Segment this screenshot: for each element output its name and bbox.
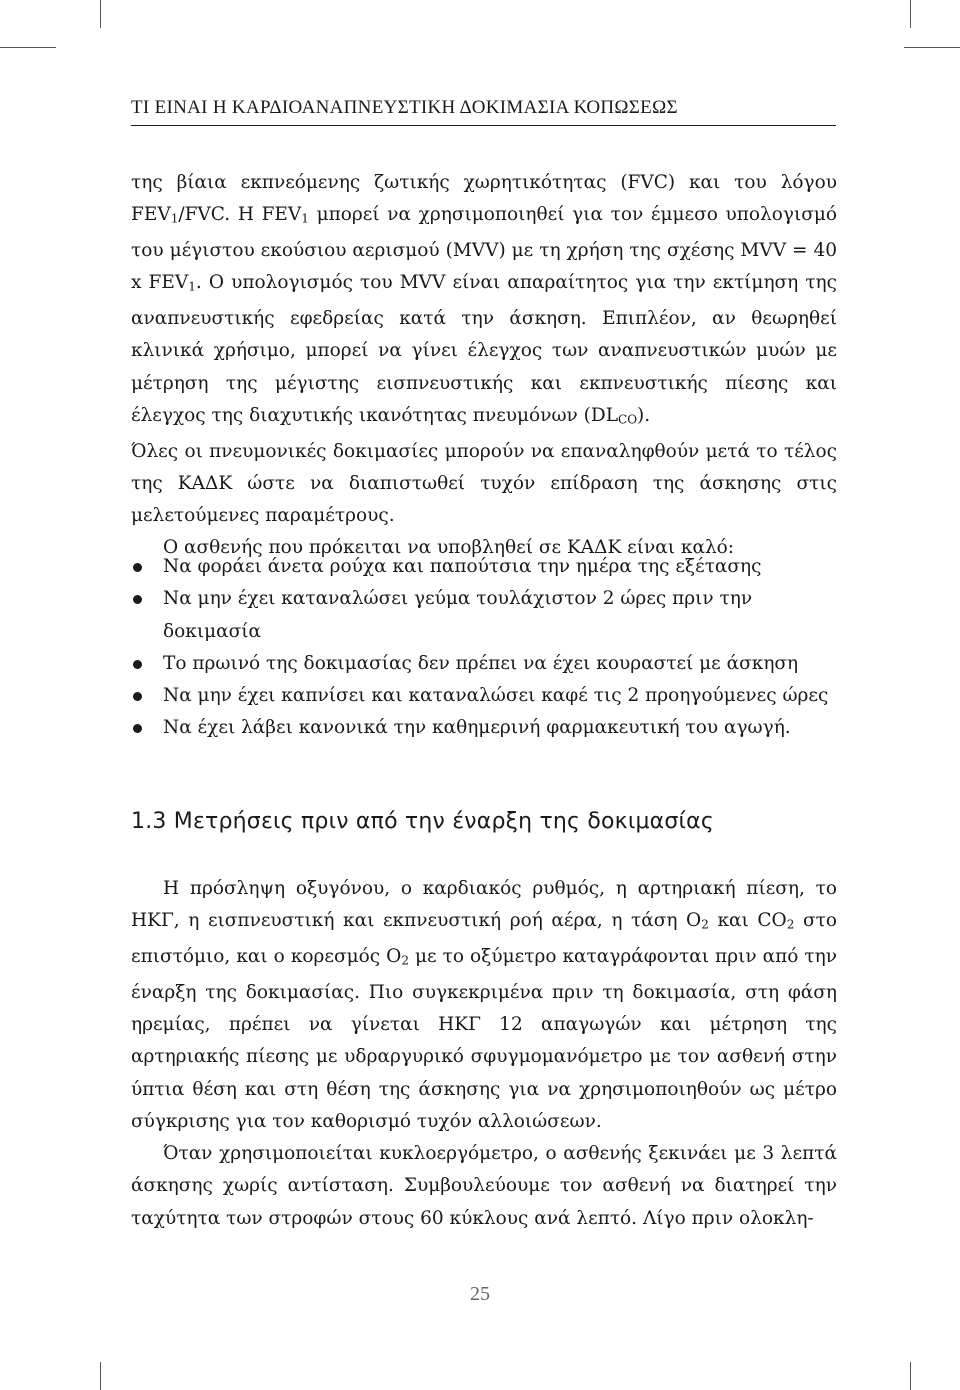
- section-heading: 1.3 Μετρήσεις πριν από την έναρξη της δοκιμασίας: [131, 809, 714, 834]
- body-text-top: [131, 167, 837, 565]
- prep-bullet-list: [131, 551, 837, 745]
- bullet-icon: [133, 724, 142, 733]
- list-item: Το πρωινό της δοκιμασίας δεν πρέπει να έχει κουραστεί με άσκηση: [131, 648, 837, 680]
- crop-mark-top-right-horizontal: [904, 47, 960, 48]
- bullet-icon: [133, 660, 142, 669]
- list-item: Να μην έχει καπνίσει και καταναλώσει καφέ τις 2 προηγούμενες ώρες: [131, 680, 837, 712]
- crop-mark-bottom-right-vertical: [910, 1362, 911, 1390]
- page-number: 25: [470, 1283, 490, 1305]
- bullet-icon: [133, 563, 142, 572]
- header-rule: [131, 125, 836, 126]
- running-header: ΤΙ ΕΙΝΑΙ Η ΚΑΡΔΙΟΑΝΑΠΝΕΥΣΤΙΚΗ ΔΟΚΙΜΑΣΙΑ ΚΟΠΩΣΕΩΣ: [131, 97, 678, 118]
- crop-mark-top-left-vertical: [100, 0, 101, 28]
- paragraph-patient-prep-intro: Ο ασθενής που πρόκειται να υποβληθεί σε ΚΑΔΚ είναι καλό:: [163, 537, 735, 559]
- crop-mark-top-left-horizontal: [0, 47, 56, 48]
- section-body: [131, 873, 837, 1235]
- paragraph-baseline-measurements: Η πρόσληψη οξυγόνου, ο καρδιακός ρυθμός, η αρτηριακή πίεση, το ΗΚΓ, η εισπνευστική και εκπνευστική ροή αέρα, η τάση $O_2$ και $CO_2$ στο επιστόμιο, και ο κορεσμός $O_2$ με το οξύμετρο καταγράφονται πριν από την έναρξη της δοκιμασίας. Πιο συγκεκριμένα πριν τη δοκιμασία, στη φάση ηρεμίας, πρέπει να γίνεται ΗΚΓ 12 απαγωγών και μέτρηση της αρτηριακής πίεσης με υδραργυρικό σφυγμομανόμετρο με τον ασθενή στην ύπτια θέση και στη θέση της άσκησης για να χρησιμοποιηθούν ως μέτρο σύγκρισης για τον καθορισμό τυχόν αλλοιώσεων.: [131, 878, 837, 1132]
- crop-mark-bottom-left-vertical: [100, 1362, 101, 1390]
- paragraph-repeat-tests: Όλες οι πνευμονικές δοκιμασίες μπορούν να επαναληφθούν μετά το τέλος της ΚΑΔΚ ώστε να διαπιστωθεί τυχόν επίδραση της άσκησης στις μελετούμενες παραμέτρους.: [131, 440, 837, 527]
- list-item: Να φοράει άνετα ρούχα και παπούτσια την ημέρα της εξέτασης: [131, 551, 837, 583]
- list-item: Να μην έχει καταναλώσει γεύμα τουλάχιστον 2 ώρες πριν την δοκιμασία: [131, 583, 837, 648]
- bullet-icon: [133, 692, 142, 701]
- list-item: Να έχει λάβει κανονικά την καθημερινή φαρμακευτική του αγωγή.: [131, 712, 837, 744]
- bullet-icon: [133, 595, 142, 604]
- paragraph-spirometry: της βίαια εκπνεόμενης ζωτικής χωρητικότητας (FVC) και του λόγου $FEV_1$/FVC. Η $FEV_1$ μπορεί να χρησιμοποιηθεί για τον έμμεσο υπολογισμό του μέγιστου εκούσιου αερισμού (MVV) με τη χρήση της σχέσης MVV = 40 x $FEV_1$. Ο υπολογισμός του MVV είναι απαραίτητος για την εκτίμηση της αναπνευστικής εφεδρείας κατά την άσκηση. Επιπλέον, αν θεωρηθεί κλινικά χρήσιμο, μπορεί να γίνει έλεγχος των αναπνευστικών μυών με μέτρηση της μέγιστης εισπνευστικής και εκπνευστικής πίεσης και έλεγχος της διαχυτικής ικανότητας πνευμόνων $(DL_{CO})$.: [131, 172, 838, 427]
- crop-mark-top-right-vertical: [910, 0, 911, 28]
- paragraph-cycle-ergometer: Όταν χρησιμοποιείται κυκλοεργόμετρο, ο ασθενής ξεκινάει με 3 λεπτά άσκησης χωρίς αντίσταση. Συμβουλεύουμε τον ασθενή να διατηρεί την ταχύτητα των στροφών στους 60 κύκλους ανά λεπτό. Λίγο πριν ολοκλη-: [131, 1143, 837, 1229]
